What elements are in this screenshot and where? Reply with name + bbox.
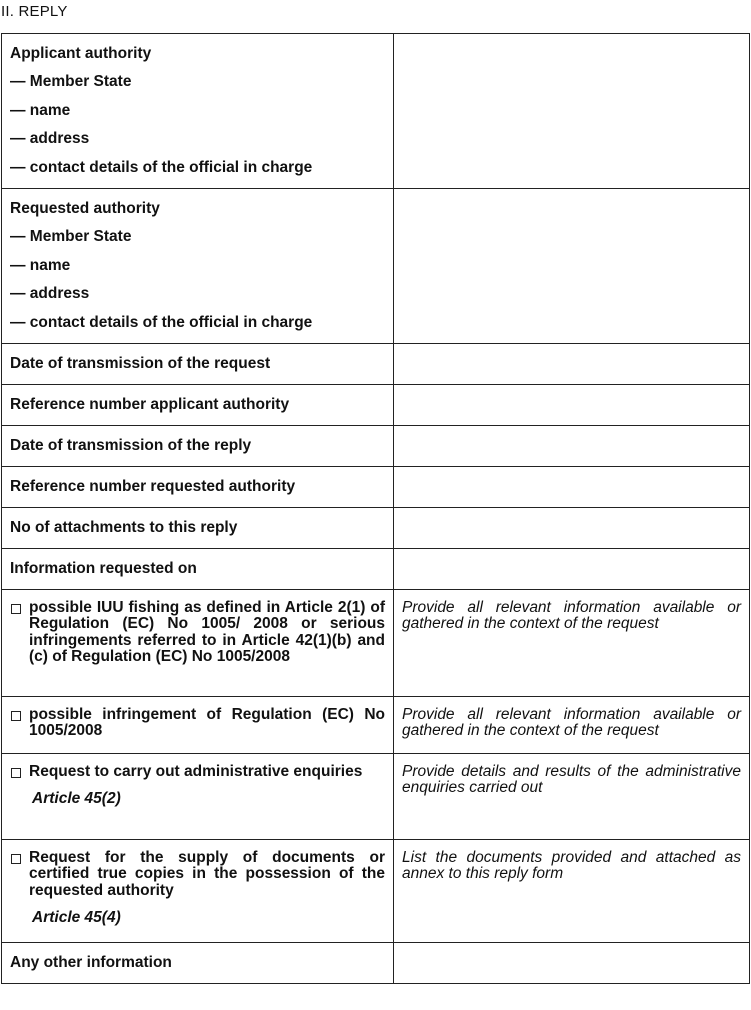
requested-authority-row (2, 189, 750, 344)
supply-documents-article: Article 45(4) (32, 909, 121, 927)
date-reply-label: Date of transmission of the reply (10, 436, 252, 454)
info-requested-label-cell (2, 548, 394, 589)
supply-documents-label-cell (2, 839, 394, 942)
iuu-fishing-value-cell[interactable] (394, 589, 750, 696)
applicant-contact-label: — contact details of the official in charge (10, 158, 313, 176)
other-information-row (2, 942, 750, 983)
requested-contact-label: — contact details of the official in charge (10, 313, 313, 331)
info-requested-label: Information requested on (10, 559, 197, 577)
attachments-value-cell[interactable] (394, 507, 750, 548)
requested-authority-label-cell (2, 189, 394, 344)
admin-enquiries-value-cell[interactable] (394, 753, 750, 839)
date-request-value-cell[interactable] (394, 343, 750, 384)
ref-applicant-value-cell[interactable] (394, 384, 750, 425)
infringement-label-cell (2, 696, 394, 753)
attachments-row (2, 507, 750, 548)
section-heading: II. REPLY (1, 3, 68, 20)
iuu-fishing-row (2, 589, 750, 696)
supply-documents-text: Request for the supply of documents or certified true copies in the possession of the requested authority (29, 848, 385, 899)
iuu-fishing-label-cell (2, 589, 394, 696)
admin-enquiries-label-cell (2, 753, 394, 839)
ref-applicant-row (2, 384, 750, 425)
admin-enquiries-checkbox[interactable] (11, 768, 21, 778)
iuu-fishing-checkbox[interactable] (11, 604, 21, 614)
admin-enquiries-text: Request to carry out administrative enquiries (29, 762, 363, 780)
date-request-label: Date of transmission of the request (10, 354, 271, 372)
other-information-value-cell[interactable] (394, 942, 750, 983)
ref-requested-label-cell (2, 466, 394, 507)
applicant-authority-title: Applicant authority (10, 45, 152, 62)
infringement-row (2, 696, 750, 753)
date-request-label-cell (2, 343, 394, 384)
admin-enquiries-article: Article 45(2) (32, 790, 121, 808)
reply-form-table (1, 33, 750, 984)
supply-documents-checkbox[interactable] (11, 854, 21, 864)
requested-authority-title: Requested authority (10, 200, 160, 217)
ref-requested-label: Reference number requested authority (10, 477, 296, 495)
requested-authority-value-cell[interactable] (394, 189, 750, 344)
date-reply-value-cell[interactable] (394, 425, 750, 466)
iuu-fishing-text: possible IUU fishing as defined in Article 2(1) of Regulation (EC) No 1005/ 2008 or serious infringements referred to in Article 42(1)(b) and (c) of Regulation (EC) No 1005/2008 (29, 598, 385, 666)
ref-applicant-label-cell (2, 384, 394, 425)
infringement-instruction: Provide all relevant information available or gathered in the context of the request (402, 705, 741, 740)
iuu-fishing-instruction: Provide all relevant information available or gathered in the context of the request (402, 598, 741, 633)
supply-documents-row (2, 839, 750, 942)
infringement-text: possible infringement of Regulation (EC) No 1005/2008 (29, 705, 385, 740)
admin-enquiries-instruction: Provide details and results of the administrative enquiries carried out (402, 762, 741, 797)
infringement-value-cell[interactable] (394, 696, 750, 753)
attachments-label: No of attachments to this reply (10, 518, 238, 536)
requested-member-state-label: — Member State (10, 228, 132, 246)
info-requested-value-cell[interactable] (394, 548, 750, 589)
other-information-label: Any other information (10, 953, 172, 971)
requested-address-label: — address (10, 285, 90, 303)
info-requested-row (2, 548, 750, 589)
applicant-address-label: — address (10, 130, 90, 148)
applicant-authority-row (2, 34, 750, 189)
date-request-row (2, 343, 750, 384)
requested-name-label: — name (10, 256, 71, 274)
admin-enquiries-row (2, 753, 750, 839)
applicant-name-label: — name (10, 101, 71, 119)
supply-documents-value-cell[interactable] (394, 839, 750, 942)
ref-applicant-label: Reference number applicant authority (10, 395, 290, 413)
ref-requested-value-cell[interactable] (394, 466, 750, 507)
date-reply-row (2, 425, 750, 466)
applicant-authority-label-cell (2, 34, 394, 189)
applicant-authority-value-cell[interactable] (394, 34, 750, 189)
attachments-label-cell (2, 507, 394, 548)
ref-requested-row (2, 466, 750, 507)
applicant-member-state-label: — Member State (10, 73, 132, 91)
other-information-label-cell (2, 942, 394, 983)
date-reply-label-cell (2, 425, 394, 466)
supply-documents-instruction: List the documents provided and attached as annex to this reply form (402, 848, 741, 883)
infringement-checkbox[interactable] (11, 711, 21, 721)
